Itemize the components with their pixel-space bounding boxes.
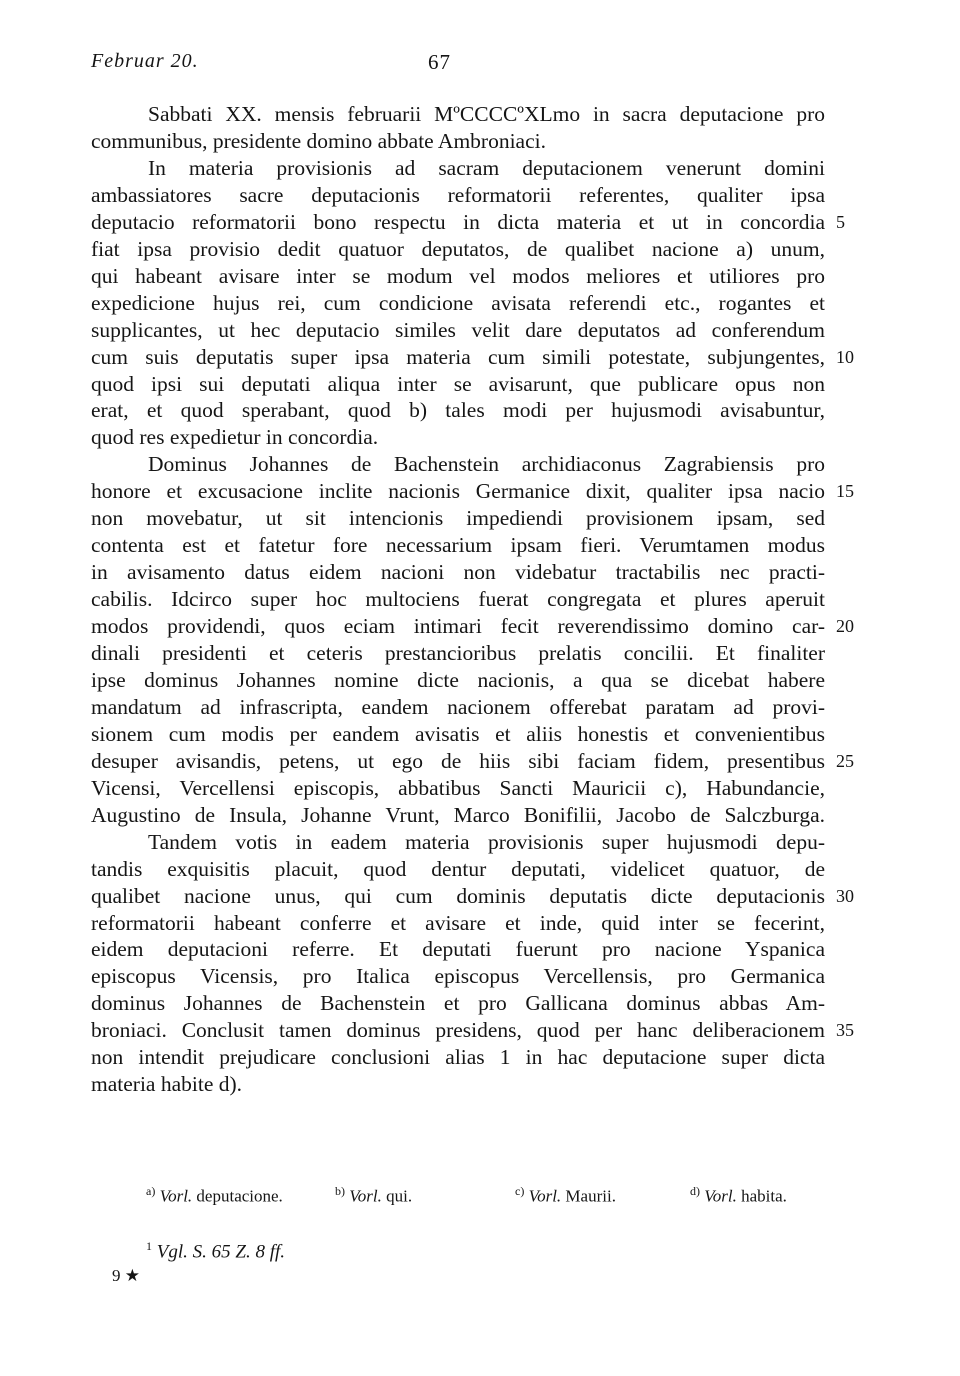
text-line: episcopus Vicensis, pro Italica episcopus Vercellensis, pro Germanica — [91, 964, 825, 989]
margin-line-number: 35 — [836, 1020, 854, 1041]
text-line: sionem cum modis per eandem avisatis et aliis honestis et convenientibus — [91, 721, 825, 746]
text-line: communibus, presidente domino abbate Ambroniaci. — [91, 128, 546, 153]
text-line: honore et excusacione inclite nacionis Germanice dixit, qualiter ipsa nacio — [91, 479, 825, 504]
text-line: ipse dominus Johannes nomine dicte nacionis, a qua se dicebat habere — [91, 667, 825, 692]
text-line: desuper avisandis, petens, ut ego de hiis sibi faciam fidem, presentibus — [91, 748, 825, 773]
text-line: dinali presidenti et ceteris prestancioribus prelatis concilii. Et finaliter — [91, 641, 825, 665]
text-line: in avisamento datus eidem nacioni non videbatur tractabilis nec practi- — [91, 560, 825, 585]
footnote-d: $^{d)}$ Vorl. habita. — [690, 1184, 787, 1206]
text-line: non movebatur, ut sit intencionis impediendi provisionem ipsam, sed — [91, 506, 825, 531]
text-line: reformatorii habeant conferre et avisare et inde, quid inter se fecerint, — [91, 910, 825, 935]
text-line: Dominus Johannes de Bachenstein archidiaconus Zagrabiensis pro — [148, 452, 825, 477]
text-line: contenta est et fatetur fore necessarium ipsam fieri. Verumtamen modus — [91, 533, 825, 558]
text-line: Tandem votis in eadem materia provisionis super hujusmodi depu- — [148, 829, 825, 854]
text-line: quod ipsi sui deputati aliqua inter se avisarunt, que publicare opus non — [91, 371, 825, 396]
footnote-c: $^{c)}$ Vorl. Maurii. — [515, 1184, 616, 1206]
text-line: qualibet nacione unus, qui cum dominis deputatis dicte deputacionis — [91, 883, 825, 908]
text-line: expedicione hujus rei, cum condicione avisata referendi etc., rogantes et — [91, 290, 825, 315]
text-line: modos providendi, quos eciam intimari fecit reverendissimo domino car- — [91, 614, 825, 639]
text-line: tandis exquisitis placuit, quod dentur deputati, videlicet quatuor, de — [91, 856, 825, 881]
text-line: materia habite d). — [91, 1072, 243, 1097]
text-line: erat, et quod sperabant, quod b) tales modi per hujusmodi avisabuntur, — [91, 398, 825, 423]
text-line: non intendit prejudicare conclusioni alias 1 in hac deputacione super dicta — [91, 1045, 825, 1070]
text-line: dominus Johannes de Bachenstein et pro Gallicana dominus abbas Am- — [91, 991, 825, 1016]
margin-line-number: 30 — [836, 885, 854, 906]
text-line: broniaci. Conclusit tamen dominus presidens, quod per hanc deliberacionem — [91, 1018, 825, 1043]
text-line: deputacio reformatorii bono respectu in dicta materia et ut in concordia — [91, 209, 825, 234]
margin-line-number: 20 — [836, 616, 854, 637]
margin-line-number: 15 — [836, 481, 854, 502]
page-number: 67 — [428, 50, 451, 74]
footnote-b: $^{b)}$ Vorl. qui. — [335, 1184, 413, 1206]
text-line: Augustino de Insula, Johanne Vrunt, Marco Bonifilii, Jacobo de Salczburga. — [91, 802, 825, 827]
text-line: Sabbati XX. mensis februarii MºCCCCºXLmo in sacra deputacione pro — [148, 102, 825, 126]
footnote-a: $^{a)}$ Vorl. deputacione. — [146, 1184, 283, 1206]
printer-signature: 9 ★ — [112, 1266, 140, 1285]
text-line: ambassiatores sacre deputacionis reformatorii referentes, qualiter ipsa — [91, 182, 825, 207]
running-header-date: Februar 20. — [91, 50, 199, 72]
text-line: eidem deputacioni referre. Et deputati fuerunt pro nacione Yspanica — [91, 937, 825, 962]
text-line: fiat ipsa provisio dedit quatuor deputatos, de qualibet nacione a) unum, — [91, 236, 825, 261]
reference-note: $^1$ Vgl. S. 65 Z. 8 ff. — [146, 1239, 286, 1263]
text-line: qui habeant avisare inter se modum vel modos meliores et utiliores pro — [91, 263, 825, 288]
text-line: Vicensi, Vercellensi episcopis, abbatibus Sancti Mauricii c), Habundancie, — [91, 775, 825, 800]
text-line: cabilis. Idcirco super hoc multociens fuerat congregata et plures aperuit — [91, 587, 825, 612]
margin-line-number: 5 — [836, 211, 845, 232]
text-line: mandatum ad infrascripta, eandem nacionem offerebat paratam ad provi- — [91, 694, 825, 719]
margin-line-number: 25 — [836, 750, 854, 771]
text-line: supplicantes, ut hec deputacio similes velit dare deputatos ad conferendum — [91, 317, 825, 342]
margin-line-number: 10 — [836, 346, 854, 367]
text-line: In materia provisionis ad sacram deputacionem venerunt domini — [148, 155, 825, 180]
text-line: quod res expedietur in concordia. — [91, 425, 379, 450]
text-line: cum suis deputatis super ipsa materia cum simili potestate, subjungentes, — [91, 344, 825, 369]
